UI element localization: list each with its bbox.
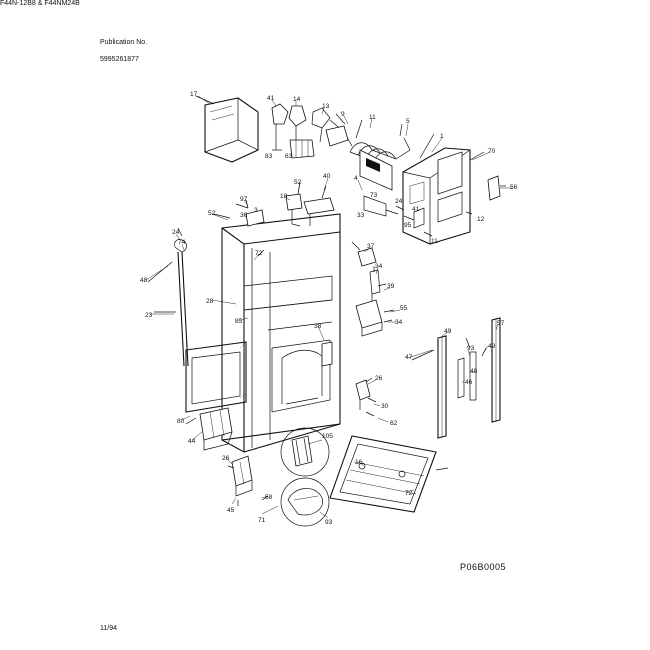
callout-number: 36 — [240, 212, 248, 219]
callout-number: 23 — [145, 312, 153, 319]
callout-number: 30 — [381, 403, 389, 410]
callout-number: 93 — [325, 519, 333, 526]
callout-number: 12 — [477, 216, 485, 223]
callout-number: 47 — [405, 354, 413, 361]
callout-number: 14 — [293, 96, 301, 103]
callout-number: 56 — [510, 184, 518, 191]
callout-number: 46 — [465, 379, 473, 386]
callout-number: 83 — [265, 153, 273, 160]
callout-number: 26 — [222, 455, 230, 462]
callout-number: 18 — [280, 193, 288, 200]
callout-number: 70 — [488, 148, 496, 155]
date-code: 11/94 — [100, 625, 117, 632]
callout-number: 11 — [431, 238, 438, 245]
callout-number: 40 — [323, 173, 331, 180]
callout-number: 48 — [470, 368, 478, 375]
callout-number: 49 — [444, 328, 452, 335]
callout-number: 1 — [440, 133, 444, 140]
callout-number: 62 — [390, 420, 398, 427]
callout-number: 48 — [140, 277, 148, 284]
callout-number: 74 — [178, 239, 186, 246]
callout-number: 95 — [404, 222, 412, 229]
publication-label: Publication No. — [100, 38, 148, 46]
callout-number: 24 — [395, 198, 403, 205]
callout-number: 93 — [467, 345, 475, 352]
callout-number: 71 — [258, 517, 266, 524]
callout-number: 5 — [406, 118, 410, 125]
callout-number: 9 — [341, 111, 345, 118]
callout-number: 3 — [254, 207, 258, 214]
callout-number: 37 — [367, 243, 375, 250]
callout-number: 49 — [488, 343, 496, 350]
callout-number: 44 — [188, 438, 196, 445]
diagram-code: P06B0005 — [460, 562, 507, 572]
callout-number: 4 — [354, 175, 358, 182]
callout-number: 33 — [357, 212, 365, 219]
callout-number: 63 — [285, 153, 293, 160]
callout-number: 34 — [395, 319, 403, 326]
callout-number: 45 — [227, 507, 235, 514]
callout-number: 72 — [405, 490, 413, 497]
callout-number: 34 — [375, 263, 383, 270]
callout-number: 72 — [255, 250, 263, 257]
callout-number: 73 — [370, 192, 378, 199]
callout-number: 13 — [322, 103, 330, 110]
callout-number: 52 — [208, 210, 216, 217]
callout-number: 105 — [322, 433, 333, 440]
callout-number: 17 — [190, 91, 198, 98]
callout-number: 24 — [172, 229, 180, 236]
callout-number: 97 — [240, 196, 248, 203]
callout-number: 41 — [267, 95, 275, 102]
callout-number: 55 — [400, 305, 408, 312]
callout-number: 85 — [235, 318, 243, 325]
callout-number: 58 — [265, 494, 273, 501]
callout-number: 52 — [294, 179, 302, 186]
callout-number: 57 — [497, 320, 505, 327]
callout-number: 26 — [375, 375, 383, 382]
publication-number: 5995261877 — [100, 55, 139, 63]
callout-number: 80 — [177, 418, 185, 425]
model-numbers: F44N-12B8 & F44NM24B — [0, 0, 80, 7]
callout-number: 38 — [314, 323, 322, 330]
callout-number: 39 — [387, 283, 395, 290]
callout-number: 28 — [206, 298, 214, 305]
callout-number: 16 — [355, 459, 363, 466]
callout-number: 11 — [369, 114, 376, 121]
callout-number: 41 — [412, 206, 420, 213]
